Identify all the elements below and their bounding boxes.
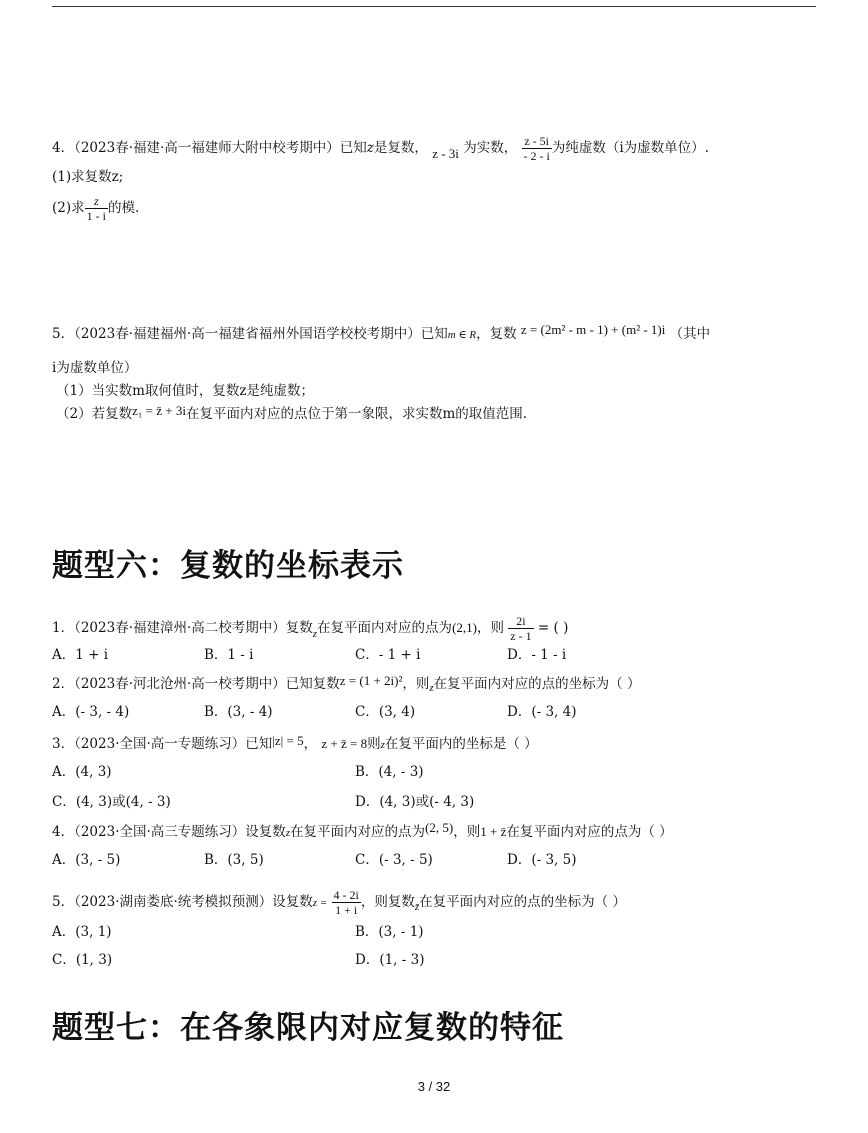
- six-q3-text-a: 3．（2023·全国·高一专题练习）已知: [52, 736, 273, 752]
- prev-q5-sub2: [56, 404, 527, 424]
- prev-q4-z: z: [366, 140, 374, 156]
- section-seven-title: 题型七：在各象限内对应复数的特征: [52, 1010, 564, 1046]
- six-q5-text-a: 5．（2023·湖南娄底·统考模拟预测）设复数: [52, 894, 313, 910]
- six-q1-text-c: ，则: [476, 620, 504, 636]
- six-q5-option-d: D．(1, - 3): [355, 952, 425, 968]
- six-q1-option-b: B．1 - i: [204, 647, 254, 663]
- prev-q5-line2: i为虚数单位）: [52, 360, 138, 376]
- six-q2-text-c: 在复平面内对应的点的坐标为（ ）: [433, 676, 641, 692]
- six-q3-option-d: D．(4, 3)或(- 4, 3): [355, 794, 475, 810]
- prev-q4-sub2-den: 1 - i: [86, 209, 106, 223]
- six-q2-option-d: D．(- 3, 4): [507, 704, 577, 720]
- six-q1-line: [52, 614, 568, 643]
- prev-q5-sub2-b: 在复平面内对应的点位于第一象限，求实数m的取值范围.: [185, 406, 528, 422]
- prev-q4-frac-den: - 2 - i: [523, 149, 550, 163]
- six-q3-line: [52, 734, 538, 755]
- six-q1-option-c: C．- 1 + i: [355, 647, 421, 663]
- six-q4-option-d: D．(- 3, 5): [507, 852, 577, 868]
- prev-q5-line: [52, 324, 710, 345]
- prev-q4-sub2-b: 的模.: [107, 200, 140, 216]
- six-q5-frac-den: 1 + i: [335, 903, 358, 917]
- six-q2-text-b: ，则: [402, 676, 430, 692]
- six-q1-frac-den: z - 1: [510, 629, 532, 643]
- six-q1-fraction: [508, 614, 533, 643]
- six-q5-frac-num: 4 - 2i: [333, 888, 359, 902]
- header-rule: [52, 6, 816, 7]
- six-q5-line: [52, 888, 626, 917]
- six-q4-text-c: ，则: [453, 824, 481, 840]
- six-q3-z: z: [380, 739, 385, 751]
- six-q1-text-b: 在复平面内对应的点为: [317, 620, 453, 636]
- prev-q4-text-a: 4．（2023春·福建·高一福建师大附中校考期中）已知: [52, 140, 367, 156]
- six-q3-text-d: 在复平面内的坐标是（ ）: [384, 736, 538, 752]
- six-q3-option-b: B．(4, - 3): [355, 764, 424, 780]
- six-q3-text-c: 则: [367, 736, 381, 752]
- six-q2-option-b: B．(3, - 4): [204, 704, 273, 720]
- six-q3-abs: |z| = 5: [272, 733, 304, 748]
- prev-q5-sub1: （1）当实数m取何值时，复数z是纯虚数；: [56, 383, 315, 399]
- six-q1-option-a: A．1 + i: [52, 647, 109, 663]
- six-q1-z: z: [312, 628, 318, 640]
- prev-q5-text-c: （其中: [669, 326, 711, 342]
- prev-q4-sub2-fraction: [85, 194, 108, 223]
- six-q2-expr: z = (1 + 2i)²: [339, 673, 403, 688]
- prev-q5-expr: z = (2m² - m - 1) + (m² - 1)i: [520, 322, 666, 337]
- six-q4-text-b: 在复平面内对应的点为: [290, 824, 426, 840]
- prev-q5-text-b: ，复数: [476, 326, 517, 342]
- prev-q4-expr1: z - 3i: [432, 146, 459, 161]
- six-q5-option-c: C．(1, 3): [52, 952, 113, 968]
- six-q1-frac-num: 2i: [508, 614, 533, 629]
- prev-q4-text-b: 是复数，: [373, 140, 428, 156]
- six-q1-point: (2,1): [452, 620, 477, 635]
- six-q4-z: z: [285, 827, 291, 839]
- six-q4-text-d: 在复平面内对应的点为（ ）: [506, 824, 673, 840]
- prev-q4-fraction: [522, 134, 552, 163]
- six-q3-option-a: A．(4, 3): [52, 764, 112, 780]
- six-q4-line: [52, 822, 673, 843]
- six-q4-option-c: C．(- 3, - 5): [355, 852, 433, 868]
- prev-q5-sub2-expr: z₁ = z̄ + 3i: [132, 403, 186, 418]
- six-q3-text-b: ，: [303, 736, 318, 752]
- six-q2-z: z: [429, 682, 434, 694]
- prev-q5-sub2-a: （2）若复数: [56, 406, 133, 422]
- prev-q4-text-d: 为纯虚数（i为虚数单位）.: [551, 140, 709, 156]
- six-q5-option-a: A．(3, 1): [52, 924, 112, 940]
- prev-q5-m-in-r: m ∈ R: [447, 329, 477, 341]
- six-q2-line: [52, 674, 640, 695]
- six-q1-option-d: D．- 1 - i: [507, 647, 567, 663]
- six-q4-expr: 1 + z̄: [480, 824, 507, 839]
- page-number: 3 / 32: [417, 1079, 451, 1094]
- six-q1-text-a: 1．（2023春·福建漳州·高二校考期中）复数: [52, 620, 313, 636]
- six-q1-text-d: = ( ): [537, 620, 569, 636]
- prev-q4-sub2-a: (2)求: [52, 200, 85, 216]
- section-six-title: 题型六：复数的坐标表示: [52, 548, 404, 584]
- prev-q4-line: [52, 134, 709, 163]
- prev-q4-text-c: 为实数，: [463, 140, 518, 156]
- six-q2-text-a: 2．（2023春·河北沧州·高一校考期中）已知复数: [52, 676, 340, 692]
- six-q2-option-a: A．(- 3, - 4): [52, 704, 130, 720]
- six-q4-option-b: B．(3, 5): [204, 852, 264, 868]
- six-q4-text-a: 4．（2023·全国·高三专题练习）设复数: [52, 824, 286, 840]
- prev-q4-sub2-num: z: [85, 194, 108, 209]
- prev-q4-frac-num: z - 5i: [522, 134, 552, 149]
- six-q5-fraction: [332, 888, 361, 917]
- prev-q4-sub2: [52, 194, 139, 223]
- prev-q4-sub1: (1)求复数z;: [52, 169, 124, 185]
- six-q4-point: (2, 5): [425, 820, 454, 835]
- six-q5-lhs: z =: [312, 897, 328, 909]
- six-q3-expr: z + z̄ = 8: [321, 736, 368, 751]
- six-q3-option-c: C．(4, 3)或(4, - 3): [52, 794, 171, 810]
- six-q4-option-a: A．(3, - 5): [52, 852, 121, 868]
- six-q5-text-c: 在复平面内对应的点的坐标为（ ）: [419, 894, 626, 910]
- six-q5-option-b: B．(3, - 1): [355, 924, 424, 940]
- prev-q5-text-a: 5．（2023春·福建福州·高一福建省福州外国语学校校考期中）已知: [52, 326, 448, 342]
- six-q2-option-c: C．(3, 4): [355, 704, 416, 720]
- six-q5-zbar: z̄: [414, 901, 420, 913]
- six-q5-text-b: ，则复数: [360, 894, 415, 910]
